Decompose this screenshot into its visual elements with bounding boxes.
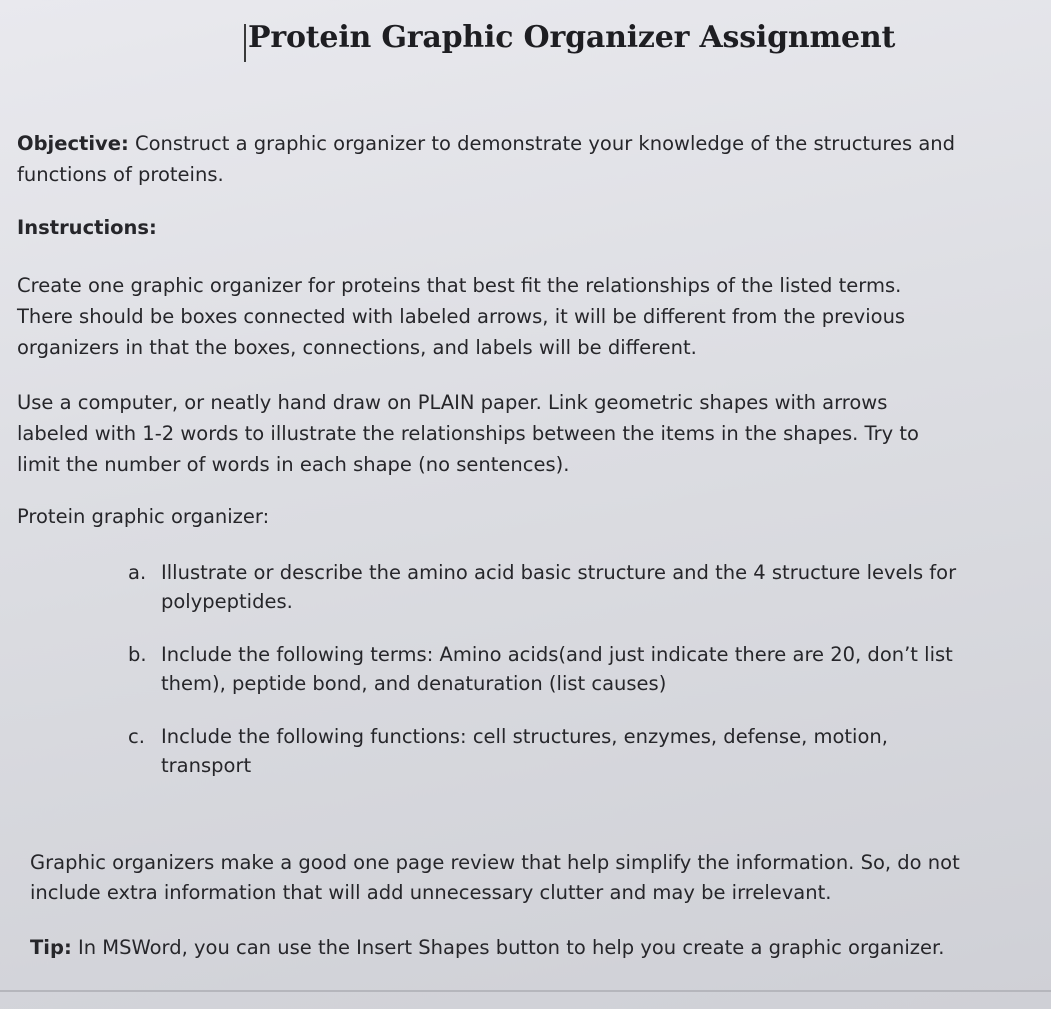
tip-text: In MSWord, you can use the Insert Shapes button to help you create a graphic organizer.: [71, 936, 945, 959]
paragraph2-line1: Use a computer, or neatly hand draw on PLAIN paper. Link geometric shapes with arrows: [17, 391, 888, 414]
tip-label: Tip:: [30, 936, 72, 959]
list-item-a-line1: Illustrate or describe the amino acid basic structure and the 4 structure levels for: [161, 561, 957, 584]
paragraph3-line1: Graphic organizers make a good one page review that help simplify the information. So, do not: [30, 851, 960, 874]
text-cursor: [244, 24, 246, 62]
tip-paragraph: [30, 932, 1051, 963]
list-marker: c.: [128, 725, 145, 748]
instructions-heading: Instructions:: [17, 216, 157, 239]
paragraph1-line1: Create one graphic organizer for proteins that best fit the relationships of the listed terms.: [17, 274, 902, 297]
objective-text-line2: functions of proteins.: [17, 163, 224, 186]
list-marker: a.: [128, 561, 147, 584]
objective-paragraph: [17, 128, 1047, 190]
paragraph3-line2: include extra information that will add unnecessary clutter and may be irrelevant.: [30, 881, 832, 904]
paragraph1-line3: organizers in that the boxes, connections, and labels will be different.: [17, 336, 697, 359]
instructions-paragraph-2: [17, 387, 1047, 480]
list-item-a-line2: polypeptides.: [161, 590, 293, 613]
closing-paragraph: [30, 848, 1051, 908]
page-title: Protein Graphic Organizer Assignment: [248, 20, 896, 55]
list-item-c-line1: Include the following functions: cell structures, enzymes, defense, motion,: [161, 725, 888, 748]
organizer-heading: Protein graphic organizer:: [17, 505, 270, 528]
objective-text-line1: Construct a graphic organizer to demonstrate your knowledge of the structures and: [128, 132, 956, 155]
list-item-b-line1: Include the following terms: Amino acids(and just indicate there are 20, don’t list: [161, 643, 953, 666]
paragraph2-line3: limit the number of words in each shape (no sentences).: [17, 453, 570, 476]
list-marker: b.: [128, 643, 147, 666]
paragraph2-line2: labeled with 1-2 words to illustrate the relationships between the items in the shapes. Try to: [17, 422, 919, 445]
paragraph1-line2: There should be boxes connected with labeled arrows, it will be different from the previous: [17, 305, 906, 328]
list-item-c-line2: transport: [161, 754, 252, 777]
objective-label: Objective:: [17, 132, 129, 155]
page-bottom-edge: [0, 990, 1051, 992]
list-item-b-line2: them), peptide bond, and denaturation (list causes): [161, 672, 667, 695]
instructions-paragraph-1: [17, 270, 1047, 363]
